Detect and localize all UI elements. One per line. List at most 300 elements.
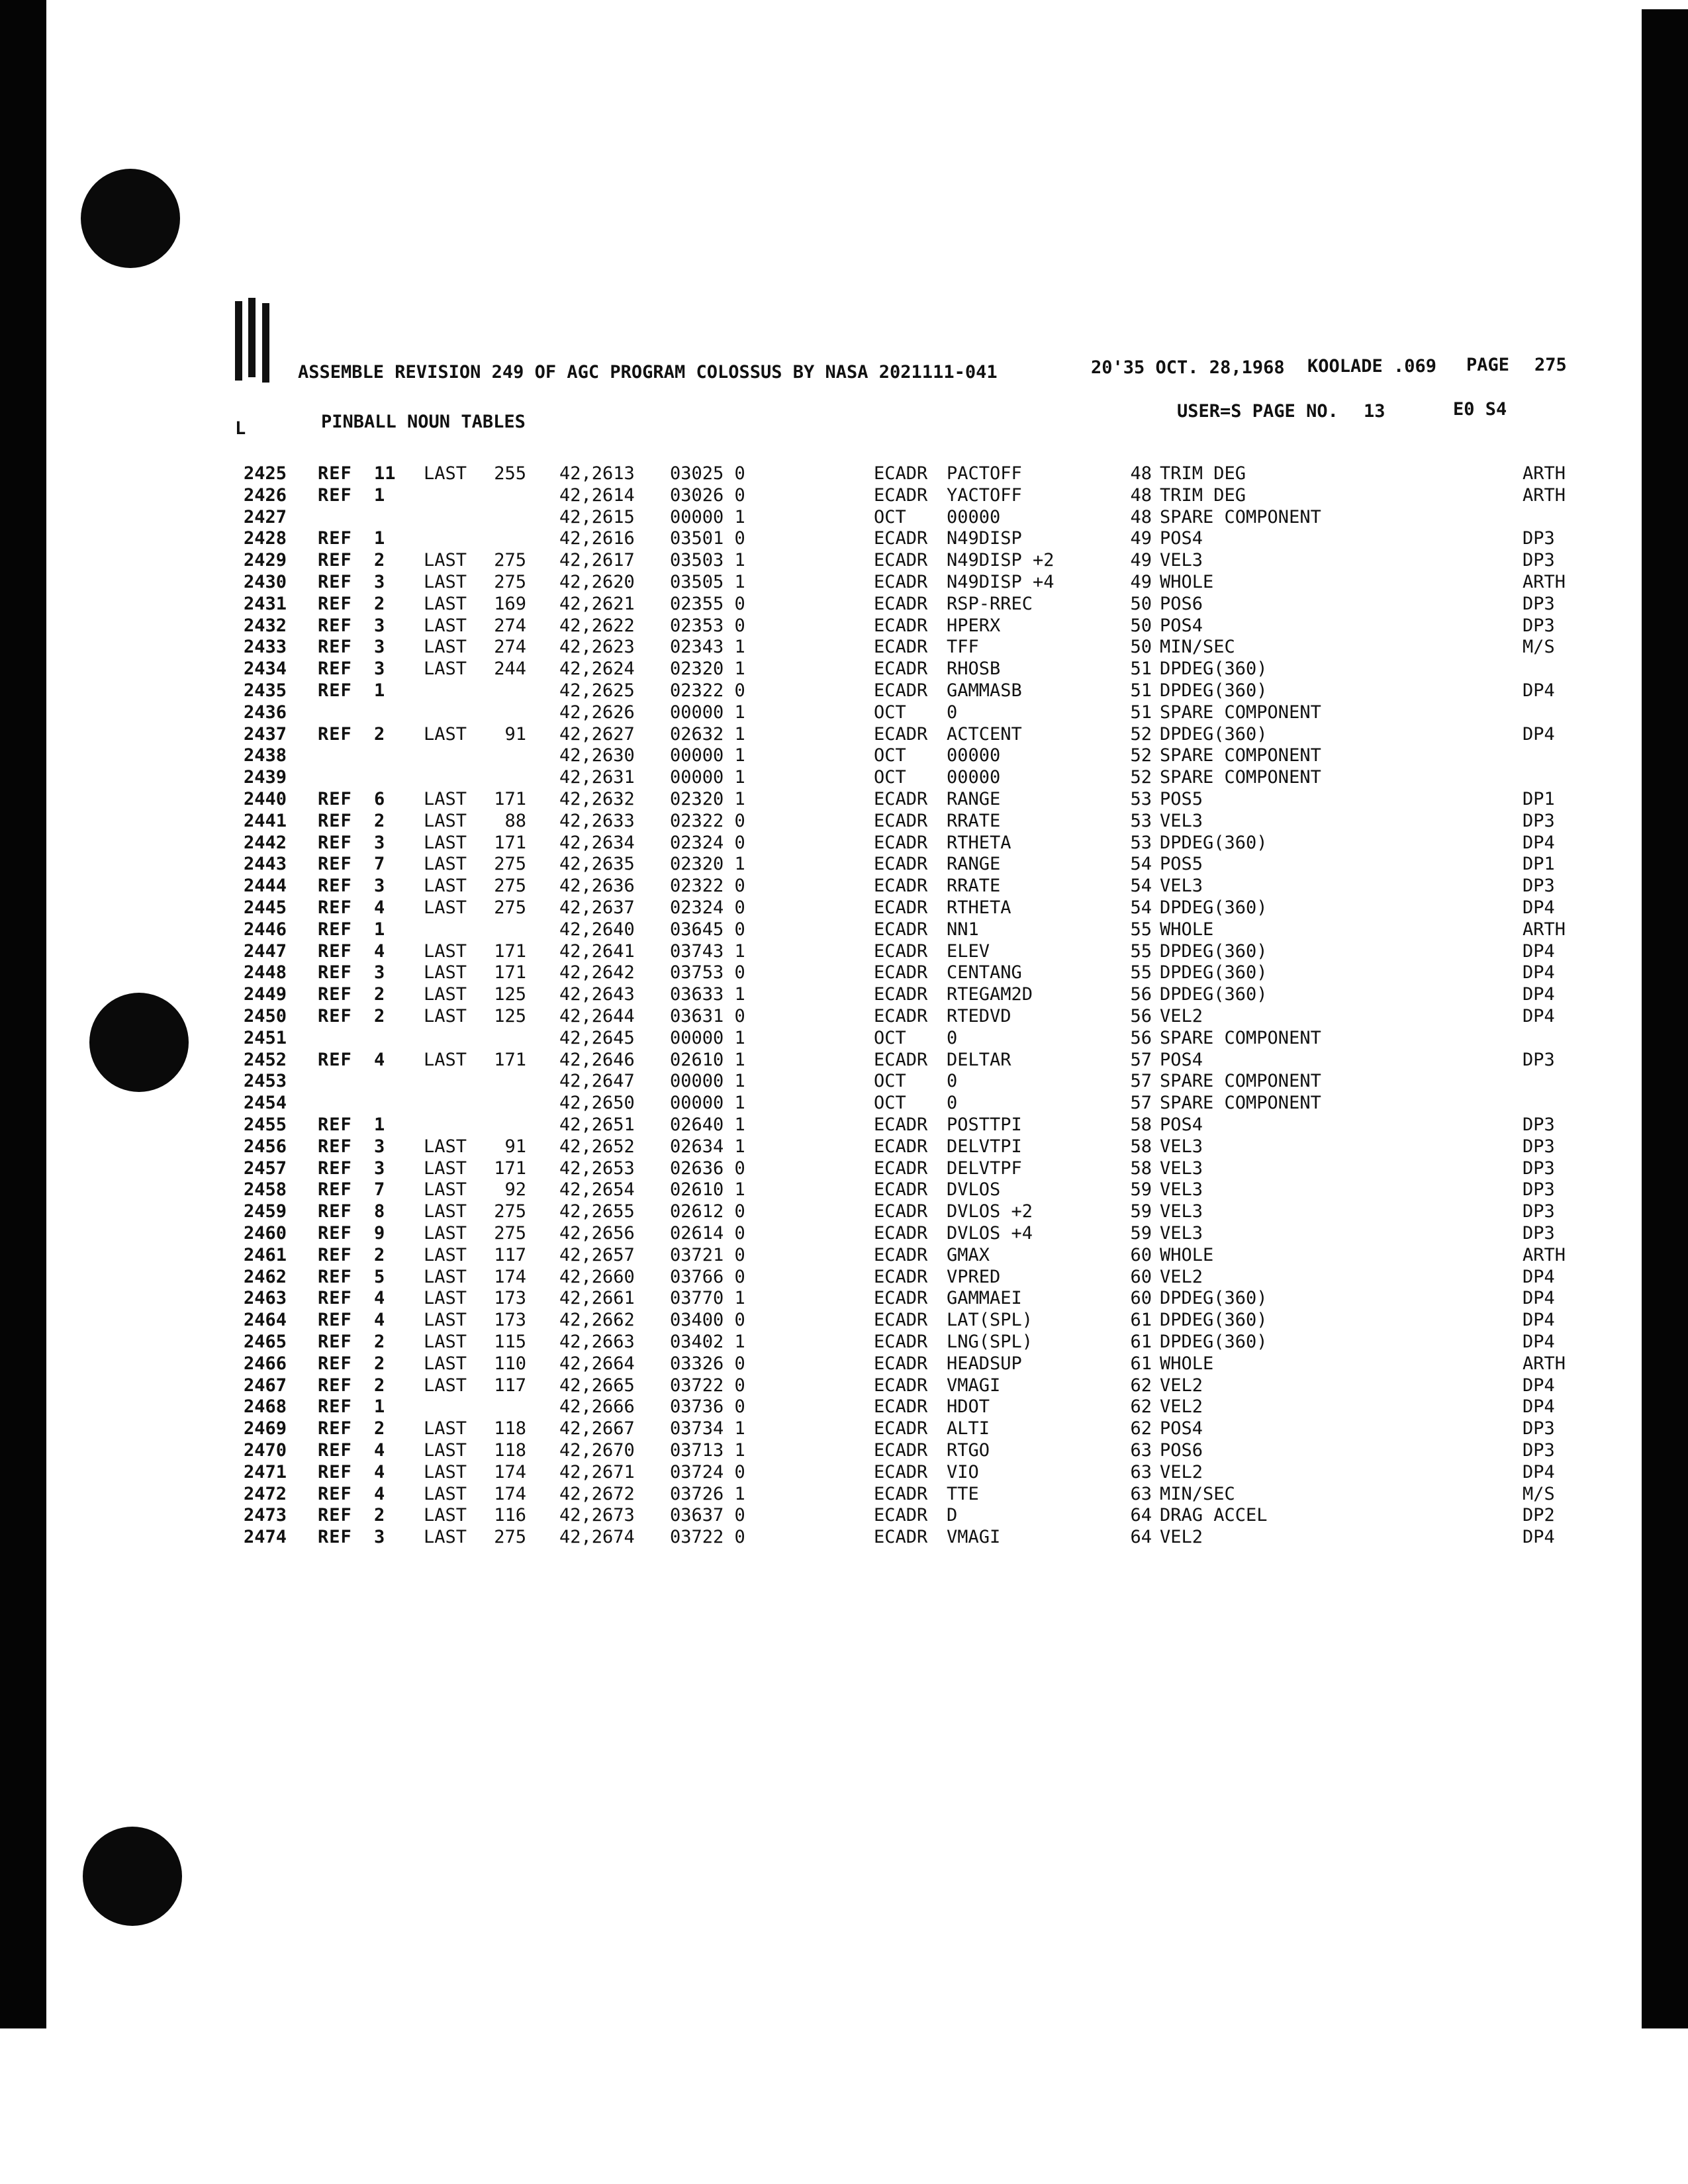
octal-word: 00000 1	[670, 1071, 745, 1092]
bank-address: 42,2654	[559, 1179, 635, 1201]
bank-address: 42,2635	[559, 854, 635, 875]
ref-count: 3	[374, 659, 385, 680]
component-description: SPARE COMPONENT	[1160, 1027, 1321, 1048]
last-label: LAST	[424, 550, 467, 571]
line-number: 2456	[244, 1136, 287, 1157]
operand: VPRED	[947, 1266, 1001, 1287]
noun-number: 54	[1130, 876, 1152, 897]
operand: YACTOFF	[947, 484, 1022, 506]
line-number: 2467	[244, 1375, 287, 1396]
table-row	[0, 659, 1688, 680]
opcode: OCT	[874, 767, 906, 788]
component-description: POS4	[1160, 1049, 1203, 1070]
ref-count: 2	[374, 810, 385, 831]
ref-count: 4	[374, 1310, 385, 1331]
line-number: 2441	[244, 810, 287, 831]
last-page: 174	[494, 1266, 526, 1287]
table-row	[0, 962, 1688, 983]
scale-type: DP3	[1523, 1418, 1555, 1439]
line-number: 2453	[244, 1071, 287, 1092]
octal-word: 03637 0	[670, 1505, 745, 1526]
table-row	[0, 1484, 1688, 1505]
line-number: 2436	[244, 702, 287, 723]
component-description: SPARE COMPONENT	[1160, 702, 1321, 723]
component-description: WHOLE	[1160, 572, 1214, 592]
last-label: LAST	[424, 1418, 467, 1439]
ref-count: 3	[374, 832, 385, 853]
scale-type: ARTH	[1523, 484, 1566, 506]
component-description: TRIM DEG	[1160, 463, 1246, 484]
scale-type: DP3	[1523, 1440, 1555, 1461]
operand: 00000	[947, 745, 1001, 766]
table-row	[0, 1006, 1688, 1027]
scale-type: DP4	[1523, 1396, 1555, 1418]
component-description: DPDEG(360)	[1160, 832, 1268, 853]
octal-word: 00000 1	[670, 767, 745, 788]
last-label: LAST	[424, 463, 467, 484]
ref-marker: REF	[318, 593, 352, 614]
component-description: DPDEG(360)	[1160, 962, 1268, 983]
bank-address: 42,2636	[559, 876, 635, 897]
last-page: 91	[504, 723, 526, 745]
last-page: 88	[504, 810, 526, 831]
scale-type: ARTH	[1523, 1353, 1566, 1374]
last-label: LAST	[424, 1310, 467, 1331]
octal-word: 03753 0	[670, 962, 745, 983]
ref-count: 11	[374, 463, 396, 484]
octal-word: 03631 0	[670, 1006, 745, 1026]
ref-marker: REF	[318, 1244, 352, 1265]
ref-count: 3	[374, 615, 385, 636]
scale-type: DP3	[1523, 615, 1555, 636]
bank-address: 42,2656	[559, 1223, 635, 1244]
operand: HEADSUP	[947, 1353, 1022, 1374]
operand: RRATE	[947, 876, 1001, 897]
component-description: DPDEG(360)	[1160, 723, 1268, 745]
table-row	[0, 745, 1688, 766]
component-description: VEL2	[1160, 1006, 1203, 1026]
ref-marker: REF	[318, 897, 352, 918]
line-number: 2442	[244, 832, 287, 853]
noun-number: 59	[1130, 1179, 1152, 1201]
table-row	[0, 1288, 1688, 1309]
octal-word: 02636 0	[670, 1158, 745, 1179]
scale-type: DP4	[1523, 723, 1555, 745]
ref-count: 4	[374, 1440, 385, 1461]
noun-number: 62	[1130, 1396, 1152, 1418]
component-description: POS5	[1160, 854, 1203, 875]
scale-type: M/S	[1523, 637, 1555, 658]
operand: ELEV	[947, 940, 990, 962]
opcode: ECADR	[874, 1461, 928, 1482]
last-label: LAST	[424, 876, 467, 897]
table-row	[0, 637, 1688, 658]
operand: POSTTPI	[947, 1115, 1022, 1135]
bank-address: 42,2641	[559, 940, 635, 962]
table-row	[0, 1158, 1688, 1179]
last-page: 275	[494, 550, 526, 571]
noun-number: 54	[1130, 897, 1152, 918]
octal-word: 03402 1	[670, 1332, 745, 1352]
table-row	[0, 1245, 1688, 1266]
bank-address: 42,2631	[559, 767, 635, 788]
bank-address: 42,2672	[559, 1483, 635, 1504]
component-description: DPDEG(360)	[1160, 680, 1268, 701]
ref-count: 2	[374, 1244, 385, 1265]
bank-address: 42,2615	[559, 506, 635, 527]
ref-marker: REF	[318, 1418, 352, 1439]
page-number: 275	[1534, 355, 1567, 375]
last-label: LAST	[424, 897, 467, 918]
opcode: ECADR	[874, 1483, 928, 1504]
bank-address: 42,2667	[559, 1418, 635, 1439]
component-description: POS5	[1160, 789, 1203, 809]
last-label: LAST	[424, 615, 467, 636]
component-description: VEL2	[1160, 1375, 1203, 1396]
opcode: ECADR	[874, 528, 928, 549]
line-number: 2446	[244, 919, 287, 940]
timestamp: 20'35 OCT. 28,1968	[1091, 357, 1285, 378]
bank-address: 42,2642	[559, 962, 635, 983]
ref-marker: REF	[318, 832, 352, 853]
opcode: ECADR	[874, 484, 928, 506]
component-description: SPARE COMPONENT	[1160, 767, 1321, 788]
ref-marker: REF	[318, 1310, 352, 1331]
opcode: ECADR	[874, 854, 928, 875]
noun-number: 49	[1130, 572, 1152, 592]
operand: D	[947, 1505, 958, 1526]
table-row	[0, 811, 1688, 832]
opcode: ECADR	[874, 1244, 928, 1265]
noun-number: 61	[1130, 1353, 1152, 1374]
ref-marker: REF	[318, 615, 352, 636]
ref-count: 9	[374, 1223, 385, 1244]
noun-number: 49	[1130, 550, 1152, 571]
table-row	[0, 833, 1688, 854]
last-page: 115	[494, 1332, 526, 1352]
octal-word: 03503 1	[670, 550, 745, 571]
operand: 0	[947, 702, 958, 723]
component-description: MIN/SEC	[1160, 1483, 1235, 1504]
last-label: LAST	[424, 1483, 467, 1504]
octal-word: 02353 0	[670, 615, 745, 636]
ref-count: 2	[374, 984, 385, 1005]
octal-word: 03722 0	[670, 1375, 745, 1396]
octal-word: 02324 0	[670, 897, 745, 918]
opcode: ECADR	[874, 615, 928, 636]
ref-marker: REF	[318, 962, 352, 983]
last-label: LAST	[424, 572, 467, 592]
table-row	[0, 485, 1688, 506]
last-page: 174	[494, 1483, 526, 1504]
ref-marker: REF	[318, 1115, 352, 1135]
last-label: LAST	[424, 1332, 467, 1352]
noun-number: 61	[1130, 1310, 1152, 1331]
table-row	[0, 594, 1688, 615]
noun-number: 51	[1130, 680, 1152, 701]
component-description: VEL2	[1160, 1396, 1203, 1418]
scale-type: DP4	[1523, 897, 1555, 918]
octal-word: 03400 0	[670, 1310, 745, 1331]
ref-marker: REF	[318, 1375, 352, 1396]
last-page: 275	[494, 572, 526, 592]
scale-type: ARTH	[1523, 919, 1566, 940]
ref-marker: REF	[318, 1049, 352, 1070]
scale-type: DP3	[1523, 528, 1555, 549]
scale-type: DP2	[1523, 1505, 1555, 1526]
component-description: POS6	[1160, 593, 1203, 614]
code-label: E0 S4	[1453, 399, 1507, 420]
scale-type: DP3	[1523, 1049, 1555, 1070]
operand: PACTOFF	[947, 463, 1022, 484]
octal-word: 00000 1	[670, 702, 745, 723]
component-description: VEL3	[1160, 1201, 1203, 1222]
operand: ALTI	[947, 1418, 990, 1439]
table-row	[0, 1353, 1688, 1375]
opcode: ECADR	[874, 463, 928, 484]
octal-word: 03766 0	[670, 1266, 745, 1287]
bank-address: 42,2625	[559, 680, 635, 701]
component-description: WHOLE	[1160, 919, 1214, 940]
ref-marker: REF	[318, 1353, 352, 1374]
table-row	[0, 1332, 1688, 1353]
ref-marker: REF	[318, 854, 352, 875]
ref-count: 2	[374, 1353, 385, 1374]
line-number: 2427	[244, 506, 287, 527]
ref-marker: REF	[318, 1396, 352, 1418]
table-row	[0, 789, 1688, 810]
last-page: 171	[494, 940, 526, 962]
line-number: 2448	[244, 962, 287, 983]
table-row	[0, 897, 1688, 919]
last-page: 275	[494, 876, 526, 897]
opcode: ECADR	[874, 919, 928, 940]
operand: RANGE	[947, 789, 1001, 809]
opcode: ECADR	[874, 1158, 928, 1179]
noun-number: 58	[1130, 1158, 1152, 1179]
line-number: 2469	[244, 1418, 287, 1439]
line-number: 2437	[244, 723, 287, 745]
octal-word: 03633 1	[670, 984, 745, 1005]
bank-address: 42,2634	[559, 832, 635, 853]
noun-number: 64	[1130, 1527, 1152, 1548]
ref-marker: REF	[318, 810, 352, 831]
bank-address: 42,2620	[559, 572, 635, 592]
opcode: ECADR	[874, 1396, 928, 1418]
operand: 0	[947, 1027, 958, 1048]
noun-number: 63	[1130, 1483, 1152, 1504]
last-label: LAST	[424, 1505, 467, 1526]
opcode: ECADR	[874, 1332, 928, 1352]
table-row	[0, 615, 1688, 637]
last-label: LAST	[424, 1527, 467, 1548]
table-row	[0, 876, 1688, 897]
bank-address: 42,2650	[559, 1093, 635, 1114]
bank-address: 42,2645	[559, 1027, 635, 1048]
assemble-line: ASSEMBLE REVISION 249 OF AGC PROGRAM COLOSSUS BY NASA 2021111-041	[298, 362, 998, 383]
octal-word: 03505 1	[670, 572, 745, 592]
last-label: LAST	[424, 810, 467, 831]
operand: RTEGAM2D	[947, 984, 1033, 1005]
scale-type: DP4	[1523, 1288, 1555, 1309]
last-page: 275	[494, 897, 526, 918]
noun-number: 48	[1130, 484, 1152, 506]
last-label: LAST	[424, 1375, 467, 1396]
line-number: 2447	[244, 940, 287, 962]
ref-count: 2	[374, 1505, 385, 1526]
component-description: DPDEG(360)	[1160, 984, 1268, 1005]
octal-word: 03721 0	[670, 1244, 745, 1265]
octal-word: 02324 0	[670, 832, 745, 853]
noun-number: 62	[1130, 1375, 1152, 1396]
table-row	[0, 680, 1688, 702]
punch-hole-bottom	[83, 1827, 182, 1926]
listing-letter: L	[235, 418, 246, 439]
table-row	[0, 941, 1688, 962]
opcode: ECADR	[874, 876, 928, 897]
noun-number: 52	[1130, 723, 1152, 745]
bank-address: 42,2664	[559, 1353, 635, 1374]
operand: DVLOS +4	[947, 1223, 1033, 1244]
ref-count: 3	[374, 572, 385, 592]
users-page-number: 13	[1364, 401, 1385, 422]
bank-address: 42,2651	[559, 1115, 635, 1135]
ref-count: 1	[374, 484, 385, 506]
line-number: 2445	[244, 897, 287, 918]
table-row	[0, 1375, 1688, 1396]
last-label: LAST	[424, 1440, 467, 1461]
line-number: 2444	[244, 876, 287, 897]
octal-word: 02634 1	[670, 1136, 745, 1157]
octal-word: 03025 0	[670, 463, 745, 484]
last-page: 171	[494, 832, 526, 853]
bank-address: 42,2643	[559, 984, 635, 1005]
page-label: PAGE	[1466, 355, 1510, 375]
opcode: OCT	[874, 745, 906, 766]
line-number: 2434	[244, 659, 287, 680]
ref-marker: REF	[318, 1136, 352, 1157]
operand: RTHETA	[947, 897, 1011, 918]
line-number: 2452	[244, 1049, 287, 1070]
octal-word: 02320 1	[670, 659, 745, 680]
line-number: 2443	[244, 854, 287, 875]
last-page: 92	[504, 1179, 526, 1201]
line-number: 2457	[244, 1158, 287, 1179]
last-page: 171	[494, 789, 526, 809]
last-label: LAST	[424, 984, 467, 1005]
last-page: 171	[494, 1049, 526, 1070]
noun-number: 52	[1130, 745, 1152, 766]
bank-address: 42,2671	[559, 1461, 635, 1482]
opcode: ECADR	[874, 810, 928, 831]
component-description: VEL2	[1160, 1461, 1203, 1482]
scale-type: ARTH	[1523, 463, 1566, 484]
last-label: LAST	[424, 1049, 467, 1070]
ref-count: 4	[374, 1049, 385, 1070]
component-description: POS4	[1160, 1418, 1203, 1439]
bank-address: 42,2622	[559, 615, 635, 636]
ref-count: 2	[374, 1418, 385, 1439]
ref-marker: REF	[318, 550, 352, 571]
opcode: ECADR	[874, 897, 928, 918]
operand: TTE	[947, 1483, 979, 1504]
users-page-label: USER=S PAGE NO.	[1177, 401, 1338, 422]
opcode: ECADR	[874, 659, 928, 680]
ref-count: 3	[374, 1527, 385, 1548]
ref-marker: REF	[318, 1440, 352, 1461]
octal-word: 02320 1	[670, 789, 745, 809]
bank-address: 42,2657	[559, 1244, 635, 1265]
octal-word: 00000 1	[670, 506, 745, 527]
operand: LNG(SPL)	[947, 1332, 1033, 1352]
component-description: DPDEG(360)	[1160, 1288, 1268, 1309]
table-row	[0, 1093, 1688, 1114]
ref-count: 5	[374, 1266, 385, 1287]
bank-address: 42,2666	[559, 1396, 635, 1418]
ref-marker: REF	[318, 984, 352, 1005]
opcode: ECADR	[874, 550, 928, 571]
noun-number: 62	[1130, 1418, 1152, 1439]
table-row	[0, 767, 1688, 788]
ref-marker: REF	[318, 680, 352, 701]
noun-number: 63	[1130, 1461, 1152, 1482]
operand: 0	[947, 1071, 958, 1092]
opcode: ECADR	[874, 637, 928, 658]
line-number: 2431	[244, 593, 287, 614]
line-number: 2461	[244, 1244, 287, 1265]
noun-number: 53	[1130, 832, 1152, 853]
noun-number: 55	[1130, 962, 1152, 983]
koolade-version: KOOLADE .069	[1307, 356, 1437, 377]
table-row	[0, 1267, 1688, 1288]
ref-marker: REF	[318, 1288, 352, 1309]
operand: NN1	[947, 919, 979, 940]
octal-word: 03724 0	[670, 1461, 745, 1482]
table-row	[0, 1440, 1688, 1461]
ref-count: 6	[374, 789, 385, 809]
scale-type: DP4	[1523, 832, 1555, 853]
operand: RANGE	[947, 854, 1001, 875]
scale-type: DP1	[1523, 854, 1555, 875]
ref-count: 4	[374, 940, 385, 962]
last-label: LAST	[424, 1179, 467, 1201]
opcode: ECADR	[874, 1223, 928, 1244]
last-label: LAST	[424, 789, 467, 809]
scale-type: ARTH	[1523, 572, 1566, 592]
operand: CENTANG	[947, 962, 1022, 983]
table-row	[0, 1505, 1688, 1526]
component-description: VEL3	[1160, 876, 1203, 897]
last-label: LAST	[424, 1244, 467, 1265]
bank-address: 42,2623	[559, 637, 635, 658]
ref-count: 3	[374, 1136, 385, 1157]
noun-number: 56	[1130, 1006, 1152, 1026]
ref-marker: REF	[318, 1223, 352, 1244]
last-page: 116	[494, 1505, 526, 1526]
bank-address: 42,2670	[559, 1440, 635, 1461]
last-label: LAST	[424, 1201, 467, 1222]
opcode: ECADR	[874, 1505, 928, 1526]
line-number: 2470	[244, 1440, 287, 1461]
octal-word: 02632 1	[670, 723, 745, 745]
noun-number: 57	[1130, 1071, 1152, 1092]
ref-count: 4	[374, 897, 385, 918]
bank-address: 42,2646	[559, 1049, 635, 1070]
noun-number: 58	[1130, 1115, 1152, 1135]
octal-word: 00000 1	[670, 1093, 745, 1114]
line-number: 2449	[244, 984, 287, 1005]
scale-type: DP4	[1523, 1527, 1555, 1548]
